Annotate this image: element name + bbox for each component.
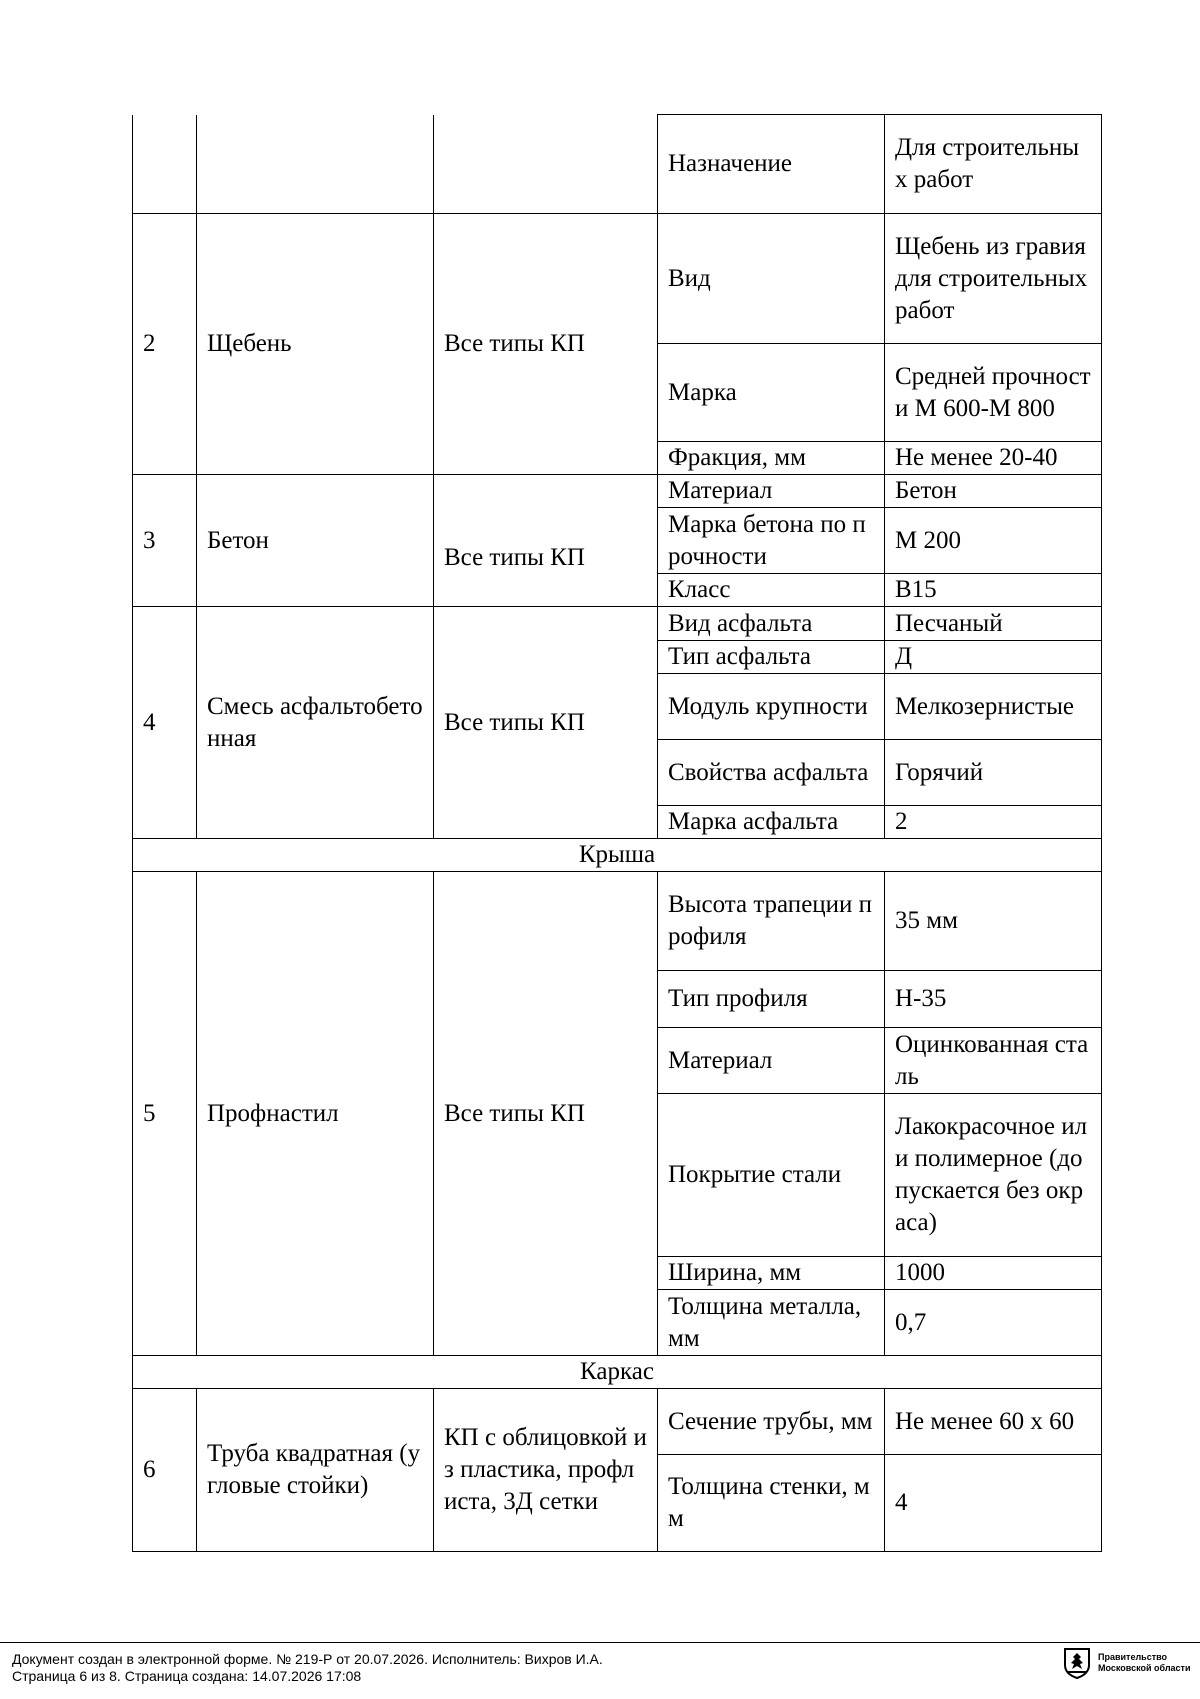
- property-cell: Вид: [658, 214, 885, 344]
- item-name-cell: Труба квадратная (угловые стойки): [197, 1389, 434, 1552]
- property-cell: Марка бетона по прочности: [658, 508, 885, 574]
- value-cell: М 200: [885, 508, 1102, 574]
- value-cell: Д: [885, 641, 1102, 674]
- value-cell: Бетон: [885, 475, 1102, 508]
- table-row: [133, 475, 1102, 508]
- property-cell: Фракция, мм: [658, 442, 885, 475]
- footer-page-line: Страница 6 из 8. Страница создана: 14.07.2026 17:08: [12, 1668, 362, 1684]
- table-row: [133, 872, 1102, 971]
- number-cell: [133, 115, 197, 214]
- logo-caption: [1098, 1652, 1191, 1674]
- footer-info: [12, 1651, 603, 1685]
- property-cell: Назначение: [658, 115, 885, 214]
- property-cell: Вид асфальта: [658, 607, 885, 641]
- property-cell: Толщина стенки, мм: [658, 1455, 885, 1552]
- property-cell: Свойства асфальта: [658, 740, 885, 806]
- item-name-cell: [197, 115, 434, 214]
- value-cell: Горячий: [885, 740, 1102, 806]
- property-cell: Тип профиля: [658, 971, 885, 1028]
- document-footer: [0, 1642, 1200, 1699]
- types-cell: Все типы КП: [434, 214, 658, 475]
- number-cell: 2: [133, 214, 197, 475]
- value-cell: 0,7: [885, 1290, 1102, 1356]
- value-cell: Для строительных работ: [885, 115, 1102, 214]
- number-cell: 3: [133, 475, 197, 607]
- property-cell: Марка: [658, 344, 885, 442]
- table-row: [133, 115, 1102, 214]
- item-name-cell: Смесь асфальтобетонная: [197, 607, 434, 839]
- value-cell: Песчаный: [885, 607, 1102, 641]
- types-cell: Все типы КП: [434, 475, 658, 607]
- property-cell: Ширина, мм: [658, 1257, 885, 1290]
- property-cell: Тип асфальта: [658, 641, 885, 674]
- types-cell: Все типы КП: [434, 607, 658, 839]
- value-cell: Мелкозернистые: [885, 674, 1102, 740]
- logo-caption-line1: Правительство: [1098, 1652, 1168, 1662]
- property-cell: Высота трапеции профиля: [658, 872, 885, 971]
- types-cell: [434, 115, 658, 214]
- value-cell: Н-35: [885, 971, 1102, 1028]
- value-cell: 2: [885, 806, 1102, 839]
- property-cell: Толщина металла, мм: [658, 1290, 885, 1356]
- number-cell: 4: [133, 607, 197, 839]
- value-cell: В15: [885, 574, 1102, 607]
- value-cell: Оцинкованная сталь: [885, 1028, 1102, 1094]
- table-row: [133, 607, 1102, 641]
- value-cell: Не менее 60 х 60: [885, 1389, 1102, 1455]
- item-name-cell: Бетон: [197, 475, 434, 607]
- section-header-roof: Крыша: [133, 839, 1102, 872]
- government-logo: [1062, 1647, 1191, 1679]
- value-cell: 4: [885, 1455, 1102, 1552]
- value-cell: Не менее 20-40: [885, 442, 1102, 475]
- property-cell: Модуль крупности: [658, 674, 885, 740]
- property-cell: Материал: [658, 1028, 885, 1094]
- table-row: [133, 1389, 1102, 1455]
- value-cell: Щебень из гравия для строительных работ: [885, 214, 1102, 344]
- coat-of-arms-icon: [1062, 1647, 1092, 1679]
- item-name-cell: Щебень: [197, 214, 434, 475]
- table-row: [133, 214, 1102, 344]
- property-cell: Класс: [658, 574, 885, 607]
- logo-caption-line2: Московской области: [1098, 1663, 1191, 1673]
- section-row: [133, 1356, 1102, 1389]
- specification-table: [132, 114, 1102, 1552]
- number-cell: 5: [133, 872, 197, 1356]
- section-row: [133, 839, 1102, 872]
- types-cell: КП с облицовкой из пластика, профлиста, 3Д сетки: [434, 1389, 658, 1552]
- types-cell: Все типы КП: [434, 872, 658, 1356]
- property-cell: Покрытие стали: [658, 1094, 885, 1257]
- item-name-cell: Профнастил: [197, 872, 434, 1356]
- footer-document-line: Документ создан в электронной форме. № 219-Р от 20.07.2026. Исполнитель: Вихров И.А.: [12, 1651, 603, 1667]
- value-cell: 1000: [885, 1257, 1102, 1290]
- number-cell: 6: [133, 1389, 197, 1552]
- value-cell: 35 мм: [885, 872, 1102, 971]
- section-header-frame: Каркас: [133, 1356, 1102, 1389]
- value-cell: Средней прочности М 600-М 800: [885, 344, 1102, 442]
- property-cell: Марка асфальта: [658, 806, 885, 839]
- property-cell: Материал: [658, 475, 885, 508]
- property-cell: Сечение трубы, мм: [658, 1389, 885, 1455]
- value-cell: Лакокрасочное или полимерное (допускается без окраса): [885, 1094, 1102, 1257]
